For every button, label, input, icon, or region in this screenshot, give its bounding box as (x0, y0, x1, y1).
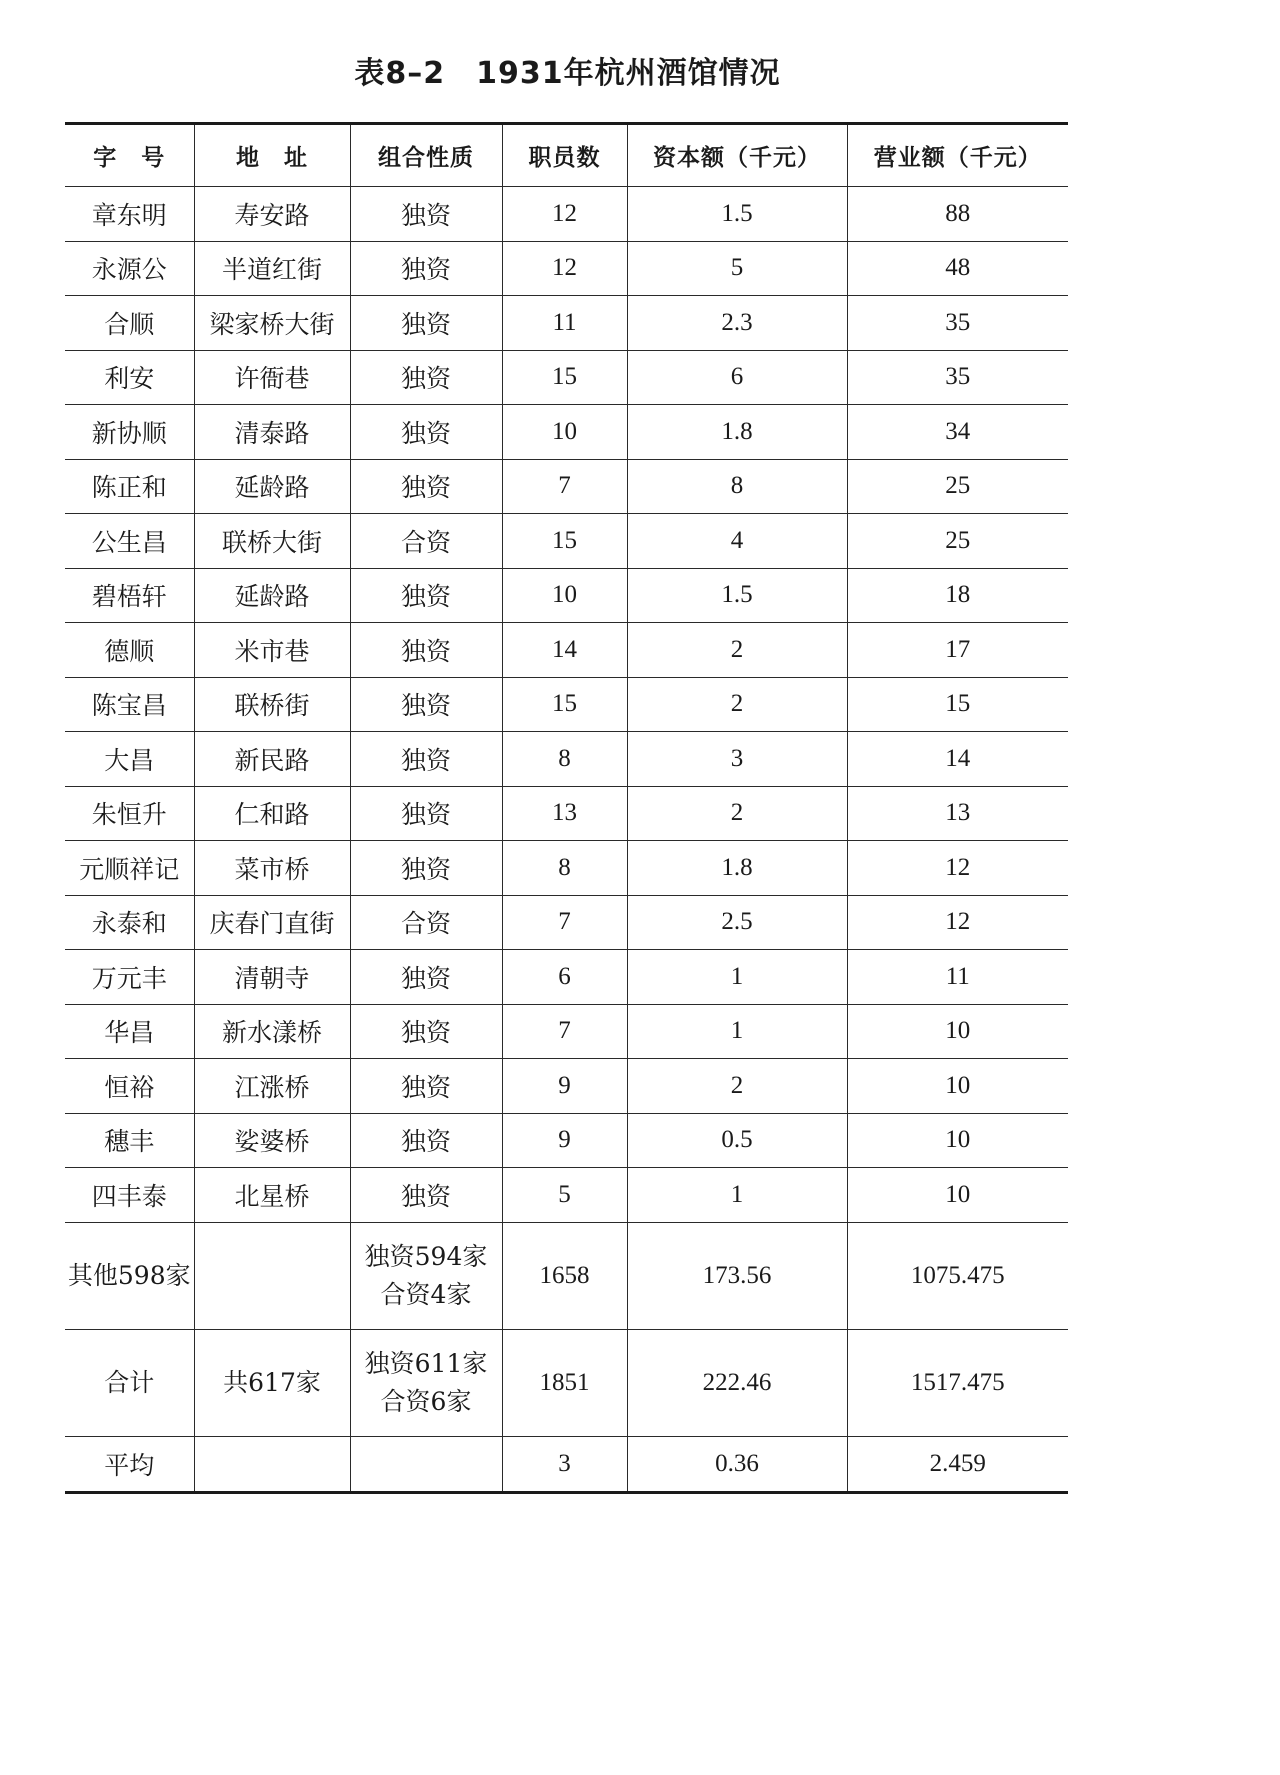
cell-address (194, 1436, 350, 1492)
cell-name: 朱恒升 (65, 786, 194, 841)
cell-capital: 2.5 (627, 895, 847, 950)
cell-staff: 15 (502, 350, 627, 405)
cell-capital: 2 (627, 677, 847, 732)
cell-staff: 8 (502, 841, 627, 896)
cell-address: 北星桥 (194, 1168, 350, 1223)
cell-revenue: 12 (847, 841, 1068, 896)
header-capital: 资本额（千元） (627, 124, 847, 187)
cell-capital: 3 (627, 732, 847, 787)
cell-capital: 4 (627, 514, 847, 569)
header-revenue: 营业额（千元） (847, 124, 1068, 187)
cell-name: 万元丰 (65, 950, 194, 1005)
cell-name: 利安 (65, 350, 194, 405)
cell-capital: 1.8 (627, 405, 847, 460)
cell-name: 德顺 (65, 623, 194, 678)
cell-staff: 6 (502, 950, 627, 1005)
cell-type (350, 1436, 502, 1492)
cell-address: 清朝寺 (194, 950, 350, 1005)
table-row (65, 623, 1068, 678)
cell-type: 独资 (350, 677, 502, 732)
table-row (65, 677, 1068, 732)
cell-type: 独资 (350, 187, 502, 242)
cell-staff: 12 (502, 241, 627, 296)
cell-revenue: 15 (847, 677, 1068, 732)
cell-address: 联桥大街 (194, 514, 350, 569)
cell-name: 合顺 (65, 296, 194, 351)
cell-revenue: 35 (847, 350, 1068, 405)
cell-revenue: 25 (847, 514, 1068, 569)
cell-type: 独资 (350, 296, 502, 351)
cell-staff: 10 (502, 405, 627, 460)
cell-name: 穗丰 (65, 1113, 194, 1168)
cell-name: 其他598家 (65, 1222, 194, 1329)
cell-capital: 1 (627, 950, 847, 1005)
cell-name: 陈正和 (65, 459, 194, 514)
cell-revenue: 12 (847, 895, 1068, 950)
cell-capital: 222.46 (627, 1329, 847, 1436)
cell-revenue: 18 (847, 568, 1068, 623)
cell-name: 陈宝昌 (65, 677, 194, 732)
cell-type: 独资 (350, 241, 502, 296)
table-row (65, 1059, 1068, 1114)
header-name: 字 号 (65, 124, 194, 187)
cell-type: 独资 (350, 1168, 502, 1223)
cell-capital: 6 (627, 350, 847, 405)
cell-address: 米市巷 (194, 623, 350, 678)
cell-type (350, 1222, 502, 1329)
cell-name: 章东明 (65, 187, 194, 242)
cell-revenue: 14 (847, 732, 1068, 787)
cell-capital: 173.56 (627, 1222, 847, 1329)
data-table (65, 122, 1068, 1494)
cell-address: 清泰路 (194, 405, 350, 460)
cell-capital: 5 (627, 241, 847, 296)
cell-revenue: 1075.475 (847, 1222, 1068, 1329)
cell-name: 新协顺 (65, 405, 194, 460)
table-row (65, 568, 1068, 623)
cell-type: 独资 (350, 350, 502, 405)
cell-name: 永源公 (65, 241, 194, 296)
cell-revenue: 25 (847, 459, 1068, 514)
cell-capital: 1 (627, 1168, 847, 1223)
cell-revenue: 11 (847, 950, 1068, 1005)
cell-name: 恒裕 (65, 1059, 194, 1114)
cell-type (350, 1329, 502, 1436)
cell-staff: 9 (502, 1059, 627, 1114)
header-address: 地 址 (194, 124, 350, 187)
cell-type-line1: 独资594家 (364, 1241, 488, 1271)
cell-type: 独资 (350, 405, 502, 460)
cell-staff: 3 (502, 1436, 627, 1492)
cell-address: 半道红街 (194, 241, 350, 296)
table-row (65, 786, 1068, 841)
cell-revenue: 10 (847, 1004, 1068, 1059)
cell-staff: 7 (502, 459, 627, 514)
cell-address: 新民路 (194, 732, 350, 787)
header-staff: 职员数 (502, 124, 627, 187)
cell-revenue: 35 (847, 296, 1068, 351)
cell-revenue: 13 (847, 786, 1068, 841)
cell-capital: 1 (627, 1004, 847, 1059)
cell-capital: 0.5 (627, 1113, 847, 1168)
cell-name: 合计 (65, 1329, 194, 1436)
cell-address: 江涨桥 (194, 1059, 350, 1114)
cell-capital: 1.5 (627, 568, 847, 623)
cell-address: 娑婆桥 (194, 1113, 350, 1168)
cell-capital: 2 (627, 786, 847, 841)
cell-type: 独资 (350, 841, 502, 896)
cell-address: 延龄路 (194, 568, 350, 623)
cell-type: 独资 (350, 623, 502, 678)
cell-address: 寿安路 (194, 187, 350, 242)
cell-capital: 8 (627, 459, 847, 514)
table-row (65, 350, 1068, 405)
cell-capital: 2 (627, 623, 847, 678)
table-row (65, 841, 1068, 896)
cell-name: 华昌 (65, 1004, 194, 1059)
cell-type: 独资 (350, 1004, 502, 1059)
cell-address: 许衙巷 (194, 350, 350, 405)
cell-staff: 15 (502, 514, 627, 569)
cell-address: 共617家 (194, 1329, 350, 1436)
cell-revenue: 34 (847, 405, 1068, 460)
cell-staff: 13 (502, 786, 627, 841)
cell-type: 独资 (350, 568, 502, 623)
cell-address: 延龄路 (194, 459, 350, 514)
cell-staff: 5 (502, 1168, 627, 1223)
cell-capital: 0.36 (627, 1436, 847, 1492)
cell-type: 独资 (350, 732, 502, 787)
header-row (65, 124, 1068, 187)
cell-revenue: 2.459 (847, 1436, 1068, 1492)
table-row (65, 187, 1068, 242)
cell-staff: 14 (502, 623, 627, 678)
cell-capital: 2 (627, 1059, 847, 1114)
cell-address: 庆春门直街 (194, 895, 350, 950)
cell-capital: 2.3 (627, 296, 847, 351)
cell-type: 独资 (350, 1059, 502, 1114)
cell-revenue: 17 (847, 623, 1068, 678)
table-row (65, 296, 1068, 351)
cell-name: 大昌 (65, 732, 194, 787)
cell-staff: 11 (502, 296, 627, 351)
cell-type-line2: 合资6家 (380, 1386, 472, 1416)
table-row (65, 405, 1068, 460)
cell-type: 合资 (350, 895, 502, 950)
cell-name: 四丰泰 (65, 1168, 194, 1223)
cell-staff: 10 (502, 568, 627, 623)
table-row (65, 1004, 1068, 1059)
cell-capital: 1.8 (627, 841, 847, 896)
header-type: 组合性质 (350, 124, 502, 187)
cell-staff: 7 (502, 895, 627, 950)
cell-staff: 12 (502, 187, 627, 242)
cell-type-line2: 合资4家 (380, 1279, 472, 1309)
cell-revenue: 10 (847, 1059, 1068, 1114)
cell-type: 独资 (350, 950, 502, 1005)
table-row (65, 241, 1068, 296)
table-title: 表8–2 1931年杭州酒馆情况 (354, 56, 781, 91)
cell-address: 菜市桥 (194, 841, 350, 896)
others-row (65, 1222, 1068, 1329)
cell-type: 合资 (350, 514, 502, 569)
cell-name: 平均 (104, 1450, 155, 1480)
cell-address: 仁和路 (194, 786, 350, 841)
cell-name: 公生昌 (65, 514, 194, 569)
cell-name: 碧梧轩 (65, 568, 194, 623)
cell-type: 独资 (350, 1113, 502, 1168)
average-row (65, 1436, 1068, 1492)
cell-staff: 15 (502, 677, 627, 732)
cell-staff: 9 (502, 1113, 627, 1168)
cell-type: 独资 (350, 786, 502, 841)
cell-revenue: 10 (847, 1168, 1068, 1223)
cell-name: 永泰和 (65, 895, 194, 950)
table-row (65, 459, 1068, 514)
cell-address (194, 1222, 350, 1329)
cell-type: 独资 (350, 459, 502, 514)
total-row (65, 1329, 1068, 1436)
table-row (65, 895, 1068, 950)
table-row (65, 732, 1068, 787)
cell-address: 联桥街 (194, 677, 350, 732)
cell-revenue: 1517.475 (847, 1329, 1068, 1436)
table-row (65, 514, 1068, 569)
cell-address: 梁家桥大街 (194, 296, 350, 351)
cell-revenue: 88 (847, 187, 1068, 242)
cell-revenue: 10 (847, 1113, 1068, 1168)
table-row (65, 950, 1068, 1005)
cell-revenue: 48 (847, 241, 1068, 296)
cell-name: 元顺祥记 (65, 841, 194, 896)
cell-staff: 1851 (502, 1329, 627, 1436)
cell-type-line1: 独资611家 (364, 1348, 488, 1378)
cell-staff: 7 (502, 1004, 627, 1059)
cell-staff: 8 (502, 732, 627, 787)
table-row (65, 1113, 1068, 1168)
table-row (65, 1168, 1068, 1223)
cell-staff: 1658 (502, 1222, 627, 1329)
cell-address: 新水漾桥 (194, 1004, 350, 1059)
cell-capital: 1.5 (627, 187, 847, 242)
